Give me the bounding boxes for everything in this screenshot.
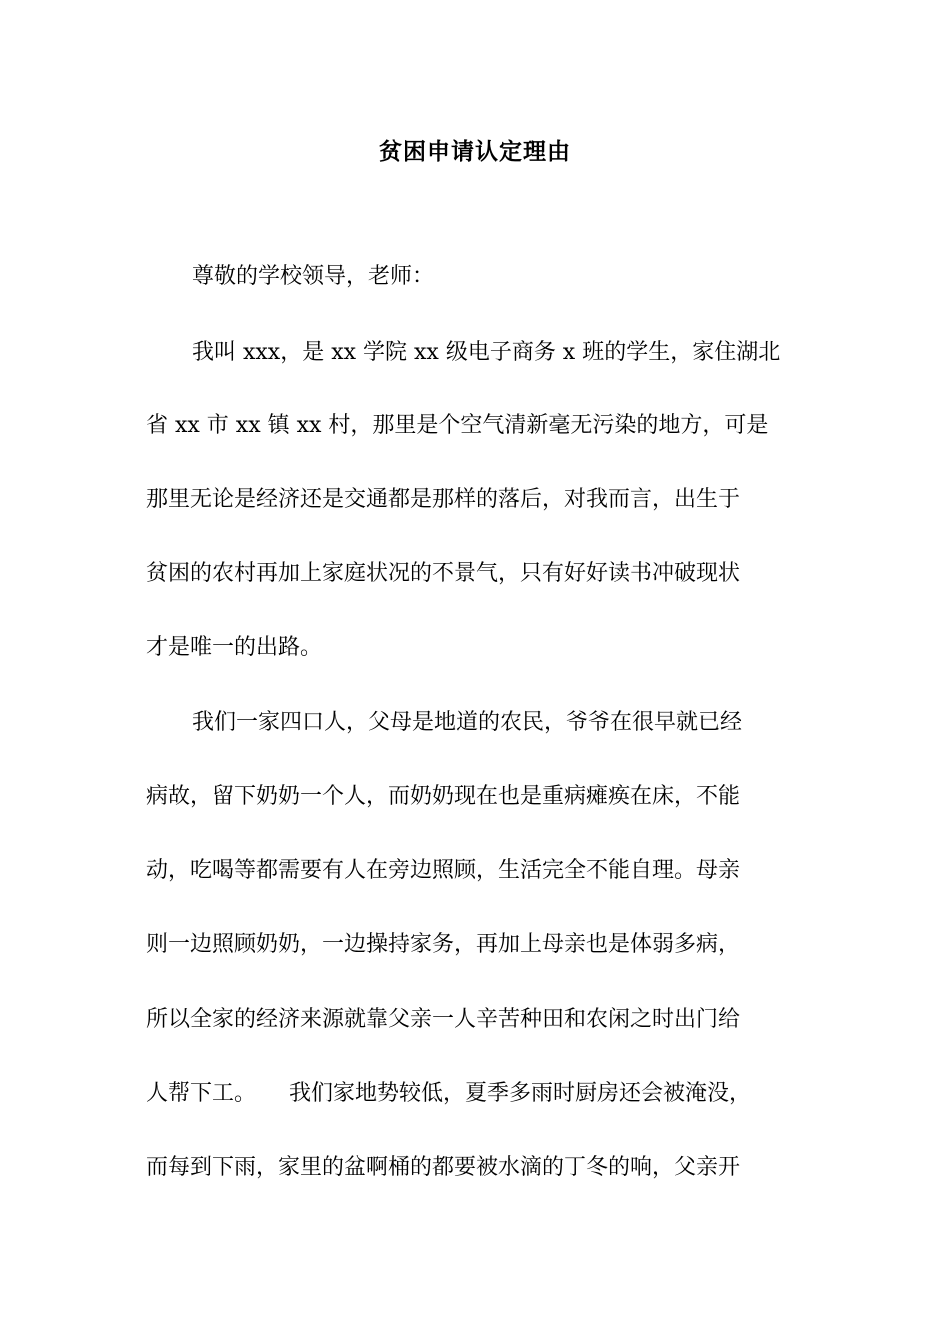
- body-line: 动，吃喝等都需要有人在旁边照顾，生活完全不能自理。母亲: [146, 858, 741, 883]
- body-line: 所以全家的经济来源就靠父亲一人辛苦种田和农闲之时出门给: [146, 1007, 741, 1032]
- body-line: 贫困的农村再加上家庭状况的不景气，只有好好读书冲破现状: [146, 561, 741, 586]
- body-line: 我叫 xxx，是 xx 学院 xx 级电子商务 x 班的学生，家住湖北: [192, 340, 781, 365]
- body-line: 才是唯一的出路。: [146, 635, 323, 660]
- body-line: 则一边照顾奶奶，一边操持家务，再加上母亲也是体弱多病，: [146, 932, 741, 957]
- body-line: 人帮下工。 我们家地势较低，夏季多雨时厨房还会被淹没，: [146, 1081, 752, 1106]
- body-line: 病故，留下奶奶一个人，而奶奶现在也是重病瘫痪在床，不能: [146, 784, 741, 809]
- body-line: 我们一家四口人，父母是地道的农民，爷爷在很早就已经: [192, 710, 743, 735]
- body-line: 而每到下雨，家里的盆啊桶的都要被水滴的丁冬的响，父亲开: [146, 1155, 741, 1180]
- document-title: 贫困申请认定理由: [379, 138, 571, 165]
- body-line: 省 xx 市 xx 镇 xx 村，那里是个空气清新毫无污染的地方，可是: [146, 413, 769, 438]
- body-line: 那里无论是经济还是交通都是那样的落后，对我而言，出生于: [146, 487, 741, 512]
- salutation-line: 尊敬的学校领导，老师：: [192, 264, 435, 289]
